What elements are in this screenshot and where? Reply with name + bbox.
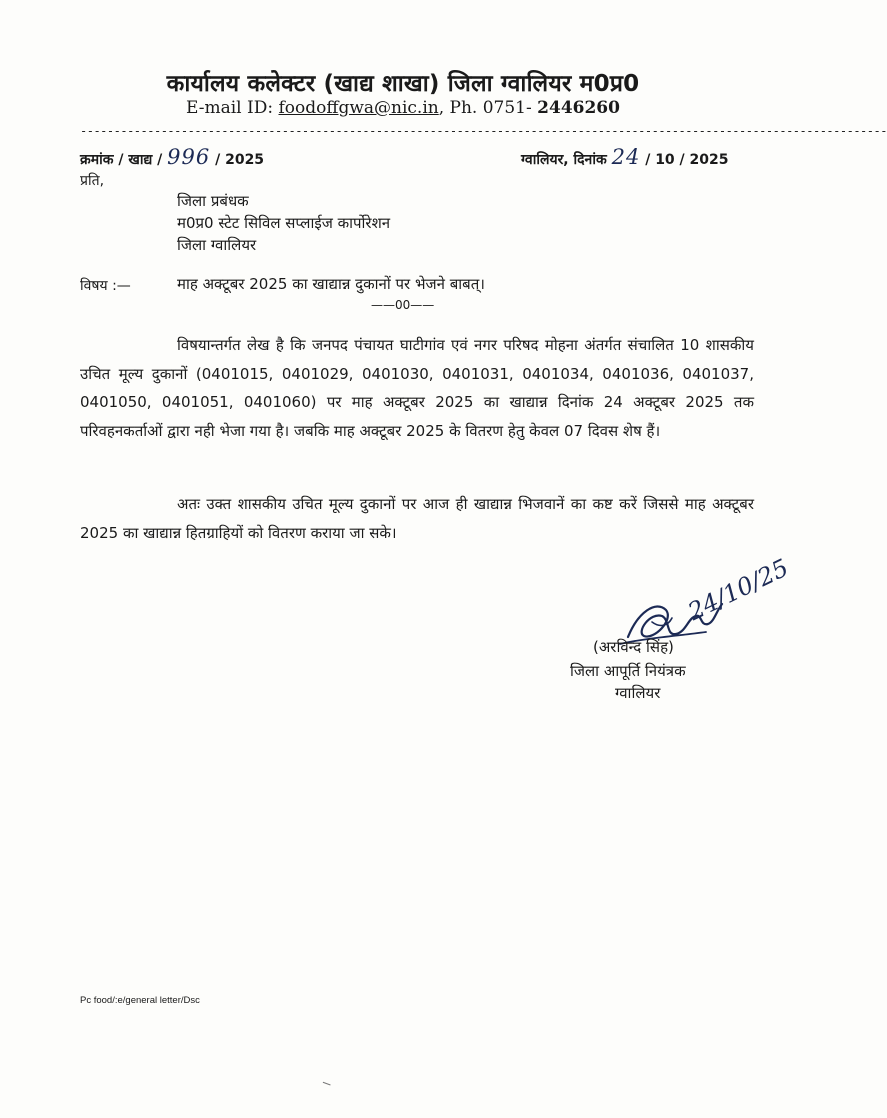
addressee-line-3: जिला ग्वालियर xyxy=(177,236,257,254)
header-separator: ------------------------------------------------------------------------------------------------------------------------ xyxy=(80,124,887,138)
addressee-to: प्रति, xyxy=(80,173,105,189)
subject-text: माह अक्टूबर 2025 का खाद्यान्न दुकानों पर भेजने बाबत्। xyxy=(177,275,485,293)
body-paragraph-2: अतः उक्त शासकीय उचित मूल्य दुकानों पर आज ही खाद्यान्न भिजवानें का कष्ट करें जिससे माह अक्टूबर 2025 का खाद्यान्न हितग्राहियों को वितरण कराया जा सके। xyxy=(80,495,754,542)
signatory-designation: जिला आपूर्ति नियंत्रक xyxy=(570,662,686,680)
addressee-line-1: जिला प्रबंधक xyxy=(177,192,249,210)
phone-label: , Ph. 0751- xyxy=(438,98,538,118)
office-title: कार्यालय कलेक्टर (खाद्य शाखा) जिला ग्वालियर म0प्र0 xyxy=(166,71,640,97)
subject-end-mark: ——00—— xyxy=(371,298,435,312)
reference-prefix: क्रमांक / खाद्य / xyxy=(80,152,163,168)
letter-date xyxy=(521,145,729,169)
body-paragraph-1: विषयान्तर्गत लेख है कि जनपद पंचायत घाटीगांव एवं नगर परिषद मोहना अंतर्गत संचालित 10 शासकीय उचित मूल्य दुकानों (0401015, 0401029, 0401030, 0401031, 0401034, 0401036, 0401037, 0401050, 0401051, 0401060) पर माह अक्टूबर 2025 का खाद्यान्न दिनांक 24 अक्टूबर 2025 तक परिवहनकर्ताओं द्वारा नही भेजा गया है। जबकि माह अक्टूबर 2025 के वितरण हेतु केवल 07 दिवस शेष हैं। xyxy=(80,336,754,440)
date-rest: / 10 / 2025 xyxy=(645,152,729,168)
reference-handwritten-number: 996 xyxy=(167,145,211,169)
file-path-footer: Pc food/:e/general letter/Dsc xyxy=(80,995,200,1006)
email-label: E-mail ID: xyxy=(186,98,279,118)
scan-speck xyxy=(321,1082,330,1089)
subject-label: विषय :— xyxy=(80,278,131,294)
date-handwritten-day: 24 xyxy=(611,145,641,169)
signatory-place: ग्वालियर xyxy=(615,684,661,702)
phone-number: 2446260 xyxy=(537,98,620,118)
date-prefix: ग्वालियर, दिनांक xyxy=(521,152,607,168)
reference-number xyxy=(80,145,264,169)
contact-line xyxy=(0,98,806,118)
addressee-line-2: म0प्र0 स्टेट सिविल सप्लाईज कार्पोरेशन xyxy=(177,214,391,232)
signature-date: 24/10/25 xyxy=(683,553,793,626)
reference-year: / 2025 xyxy=(215,152,265,168)
signatory-name: (अरविन्द सिंह) xyxy=(593,638,674,656)
email-link[interactable]: foodoffgwa@nic.in xyxy=(278,98,439,118)
